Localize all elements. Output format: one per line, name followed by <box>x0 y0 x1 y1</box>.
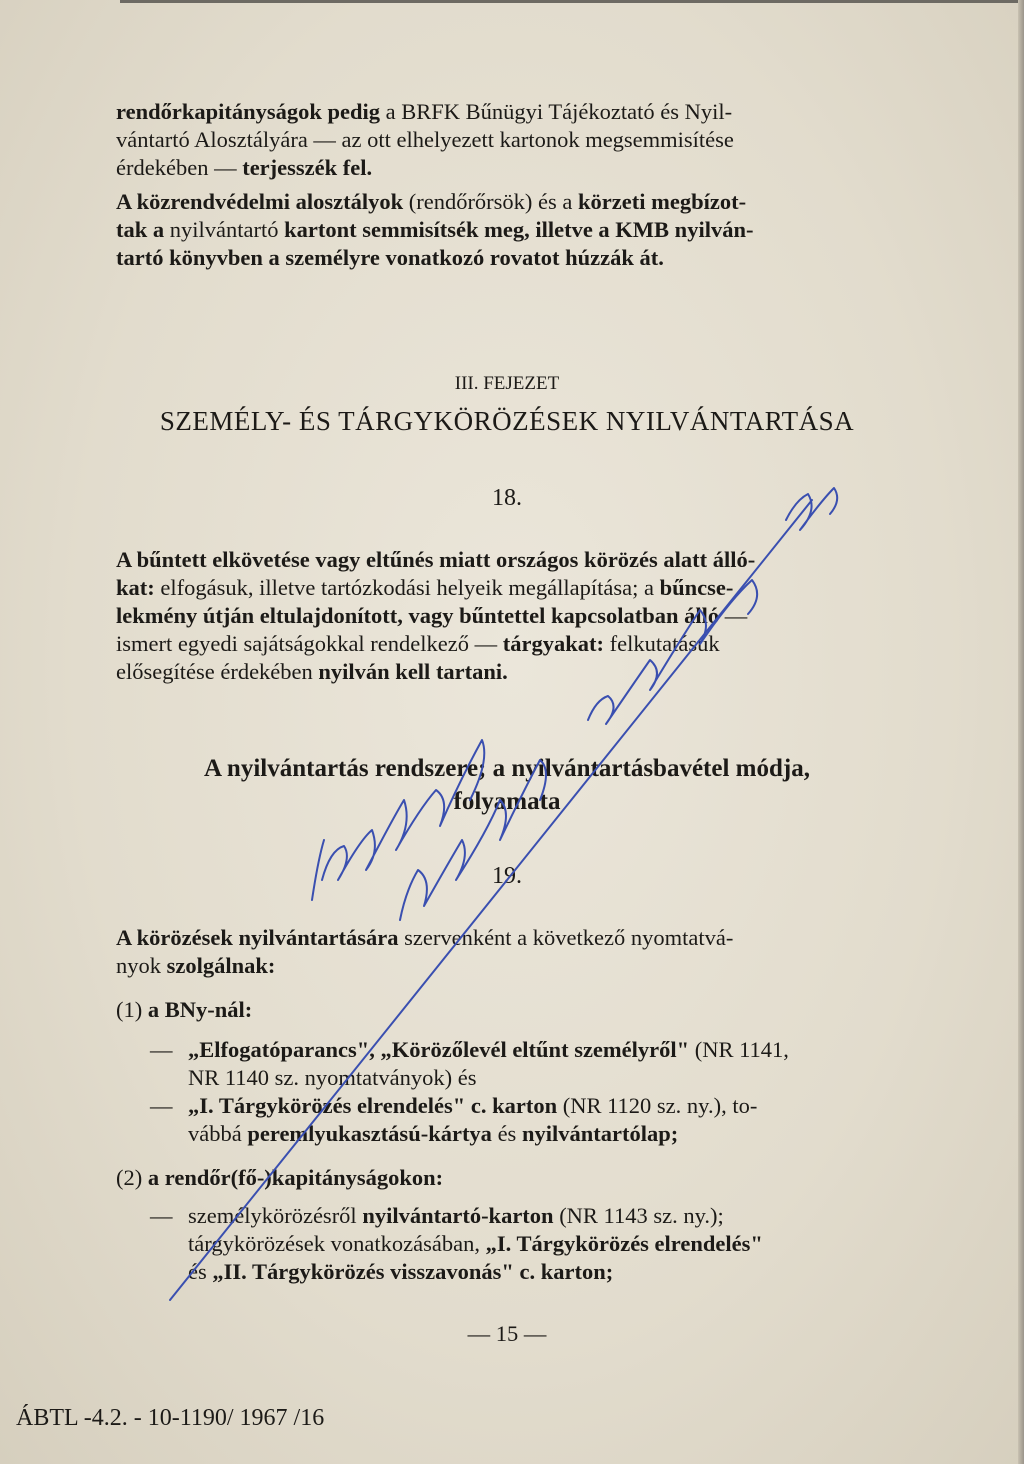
scan-right-edge <box>1018 0 1024 1464</box>
text: tárgykörözések vonatkozásában, <box>188 1231 486 1256</box>
text: elősegítése érdekében <box>116 659 319 684</box>
text: vábbá <box>188 1121 248 1146</box>
section-number-18: 18. <box>492 485 522 511</box>
bold-text: rendőrkapitányságok pedig <box>116 99 381 124</box>
instruction-line-2 <box>116 216 898 244</box>
list-item-1 <box>116 996 252 1024</box>
bold-text: „II. Tárgykörözés visszavonás" c. karton; <box>212 1259 614 1284</box>
bold-text: tárgyakat: <box>502 631 604 656</box>
intro-paragraph <box>116 98 898 182</box>
list-subitem-2a <box>150 1202 898 1286</box>
chapter-label: III. FEJEZET <box>454 373 560 394</box>
dash: — <box>150 1037 173 1062</box>
archive-reference: ÁBTL -4.2. - 10-1190/ 1967 /16 <box>16 1405 325 1431</box>
dash: — <box>150 1203 173 1228</box>
bold-text: „I. Tárgykörözés elrendelés" c. karton <box>188 1093 558 1118</box>
list-item-2 <box>116 1164 443 1192</box>
s18-line-5 <box>116 658 898 686</box>
section-number-19: 19. <box>492 863 522 889</box>
text: nyilvántartó <box>169 217 285 242</box>
item-label: a BNy-nál: <box>147 997 253 1022</box>
bold-text: szolgálnak: <box>166 953 276 978</box>
bold-text: nyilvántartólap; <box>521 1121 679 1146</box>
s18-line-3 <box>116 602 898 630</box>
bold-text: kartont semmisítsék meg, illetve a KMB nyilván- <box>284 217 754 242</box>
text: (rendőrőrsök) és a <box>403 189 579 214</box>
text: személykörözésről <box>188 1203 363 1228</box>
subheading-line-1: A nyilvántartás rendszere; a nyilvántartásbavétel módja, <box>204 755 810 782</box>
text: felkutatásuk <box>603 631 720 656</box>
text: elfogásuk, illetve tartózkodási helyeik megállapítása; a <box>154 575 660 600</box>
bold-text: peremlyukasztású-kártya <box>247 1121 492 1146</box>
s18-line-4 <box>116 630 898 658</box>
bold-text: lekmény útján eltulajdonított, vagy bűntettel kapcsolatban álló <box>116 603 720 628</box>
intro-line-1 <box>116 98 898 126</box>
bold-text: nyilvántartó-karton <box>362 1203 554 1228</box>
intro-line-2: vántartó Alosztályára — az ott elhelyezett kartonok megsemmisítése <box>116 127 734 152</box>
bold-text: A közrendvédelmi alosztályok <box>116 189 404 214</box>
intro-line-3 <box>116 154 898 182</box>
bold-text: tak a <box>116 217 170 242</box>
text: (NR 1141, <box>689 1037 789 1062</box>
section-18-paragraph <box>116 546 898 686</box>
text: és <box>491 1121 522 1146</box>
scan-top-edge <box>120 0 1024 3</box>
bold-text: A körözések nyilvántartására <box>116 925 399 950</box>
text: a BRFK Bűnügyi Tájékoztató és Nyil- <box>380 99 733 124</box>
text: szervenként a következő nyomtatvá- <box>398 925 734 950</box>
bold-text: körzeti megbízot- <box>578 189 747 214</box>
s18-line-1: A bűntett elkövetése vagy eltűnés miatt országos körözés alatt álló- <box>116 547 756 572</box>
text: — <box>719 603 748 628</box>
bold-text: terjesszék fel. <box>242 155 373 180</box>
section-19-paragraph <box>116 924 898 980</box>
text: érdekében — <box>116 155 243 180</box>
text: (NR 1120 sz. ny.), to- <box>557 1093 758 1118</box>
bold-text: bűncse- <box>659 575 734 600</box>
text: és <box>188 1259 213 1284</box>
bold-text: „I. Tárgykörözés elrendelés" <box>485 1231 763 1256</box>
text: (NR 1143 sz. ny.); <box>553 1203 724 1228</box>
text: ismert egyedi sajátságokkal rendelkező — <box>116 631 503 656</box>
item-number: (2) <box>116 1165 143 1190</box>
item-number: (1) <box>116 997 143 1022</box>
subheading <box>116 752 898 818</box>
bold-text: kat: <box>116 575 155 600</box>
item-label: a rendőr(fő-)kapitányságokon: <box>147 1165 444 1190</box>
bold-text: nyilván kell tartani. <box>318 659 508 684</box>
s18-line-2 <box>116 574 898 602</box>
instruction-line-1 <box>116 188 898 216</box>
instruction-paragraph <box>116 188 898 272</box>
chapter-title: SZEMÉLY- ÉS TÁRGYKÖRÖZÉSEK NYILVÁNTARTÁSA <box>159 406 855 436</box>
list-subitem-1a <box>150 1036 898 1092</box>
dash: — <box>150 1093 173 1118</box>
list-subitem-1b <box>150 1092 898 1148</box>
bold-text: „Elfogatóparancs", „Körözőlevél eltűnt személyről" <box>188 1037 690 1062</box>
subheading-line-2: folyamata <box>453 788 561 815</box>
instruction-line-3: tartó könyvben a személyre vonatkozó rovatot húzzák át. <box>116 245 664 270</box>
page-number: — 15 — <box>467 1321 547 1346</box>
text: nyok <box>116 953 167 978</box>
s19-line-1 <box>116 924 898 952</box>
s19-line-2 <box>116 952 898 980</box>
continuation: NR 1140 sz. nyomtatványok) és <box>188 1065 477 1090</box>
